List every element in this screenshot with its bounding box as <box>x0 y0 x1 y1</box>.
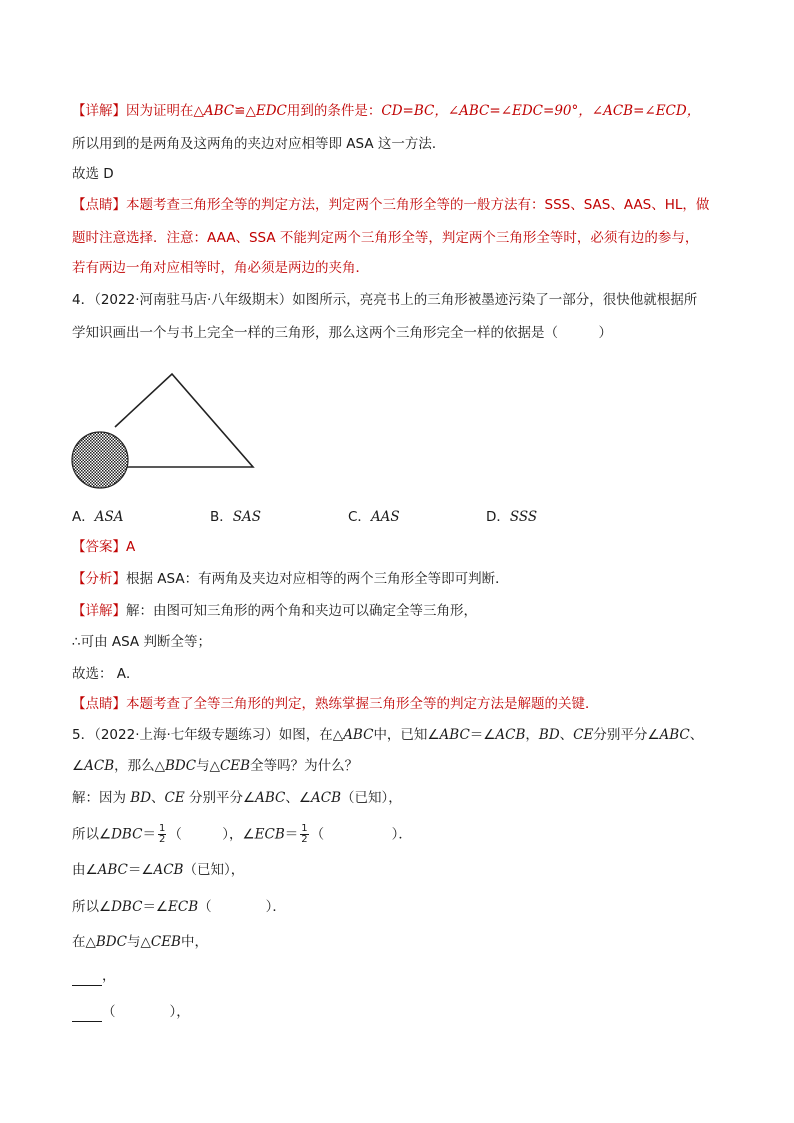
ink-blot <box>72 432 128 488</box>
q3-note-tag: 【点睛】 <box>72 197 126 213</box>
q3-note-line-3: 若有两边一角对应相等时，角必须是两边的夹角． <box>72 260 369 276</box>
half-fraction: $\frac{1}{2}$ <box>158 823 166 845</box>
q5-stem-line-1: 5．（2022·上海·七年级专题练习）如图，在△ABC中，已知∠ABC＝∠ACB，BD、CE分别平分∠ABC、 <box>72 727 704 743</box>
q3-note-line-2: 题时注意选择．注意：AAA、SSA 不能判定两个三角形全等，判定两个三角形全等时，必须有边的参与， <box>72 230 699 246</box>
q4-option-a: A．ASA <box>72 509 124 525</box>
q4-answer: 【答案】A <box>72 539 136 555</box>
answer-blank[interactable] <box>72 971 102 986</box>
q5-solution-line-1: 解：因为 BD、CE 分别平分∠ABC、∠ACB（已知）， <box>72 790 402 806</box>
q4-analysis: 【分析】根据 ASA：有两角及夹边对应相等的两个三角形全等即可判断． <box>72 571 509 587</box>
q5-solution-line-4: 所以∠DBC＝∠ECB（ ）． <box>72 899 286 915</box>
q4-source: （2022·河南驻马店·八年级期末） <box>94 292 293 308</box>
q4-choose: 故选： A． <box>72 666 140 682</box>
q4-analysis-tag: 【分析】 <box>72 571 126 587</box>
answer-blank[interactable] <box>72 1007 102 1022</box>
q3-choose: 故选 D <box>72 166 114 182</box>
q5-solution-line-6: ， <box>72 966 116 986</box>
q5-solution-line-3: 由∠ABC＝∠ACB（已知）， <box>72 862 245 878</box>
q4-number: 4． <box>72 292 95 308</box>
q4-figure <box>60 365 270 495</box>
q5-solution-line-5: 在△BDC与△CEB中， <box>72 934 208 950</box>
q4-note: 【点睛】本题考查了全等三角形的判定，熟练掌握三角形全等的判定方法是解题的关键． <box>72 696 599 712</box>
q5-source: （2022·上海·七年级专题练习） <box>94 727 279 743</box>
q5-solution-line-2: 所以∠DBC＝ $\frac{1}{2}$ （ ），∠ECB＝ $\frac{1}{2}$ （ ）． <box>72 823 412 845</box>
q5-stem-line-2: ∠ACB，那么△BDC与△CEB全等吗？为什么？ <box>72 758 359 774</box>
q3-note-line-1: 【点睛】本题考查三角形全等的判定方法，判定两个三角形全等的一般方法有：SSS、SAS、AAS、HL，做 <box>72 197 710 213</box>
q3-conditions: CD=BC，∠ABC=∠EDC=90°，∠ACB=∠ECD， <box>381 103 701 119</box>
q4-note-tag: 【点睛】 <box>72 696 126 712</box>
q4-option-d: D．SSS <box>486 509 538 525</box>
q4-stem-line-2: 学知识画出一个与书上完全一样的三角形，那么这两个三角形完全一样的依据是（ ） <box>72 325 612 341</box>
q3-detail-tag: 【详解】 <box>72 103 126 119</box>
q3-detail-line-2: 所以用到的是两角及这两角的夹边对应相等即 ASA 这一方法． <box>72 136 446 152</box>
q4-detail-tag: 【详解】 <box>72 603 126 619</box>
half-fraction: $\frac{1}{2}$ <box>301 823 308 845</box>
q4-detail-line-2: ∴可由 ASA 判断全等； <box>72 634 211 650</box>
q4-answer-tag: 【答案】 <box>72 539 126 555</box>
q4-option-c: C．AAS <box>348 509 400 525</box>
q5-solution-line-7: （ ）， <box>72 1002 190 1022</box>
q3-detail-line: 【详解】因为证明在△ABC≌△EDC用到的条件是：CD=BC，∠ABC=∠EDC=90°，∠ACB=∠ECD， <box>72 103 701 119</box>
q5-number: 5． <box>72 727 95 743</box>
q4-detail-line-1: 【详解】解：由图可知三角形的两个角和夹边可以确定全等三角形， <box>72 603 477 619</box>
q4-stem-line-1: 4．（2022·河南驻马店·八年级期末）如图所示，亮亮书上的三角形被墨迹污染了一部分，很快他就根据所 <box>72 292 698 308</box>
q4-option-b: B．SAS <box>210 509 262 525</box>
